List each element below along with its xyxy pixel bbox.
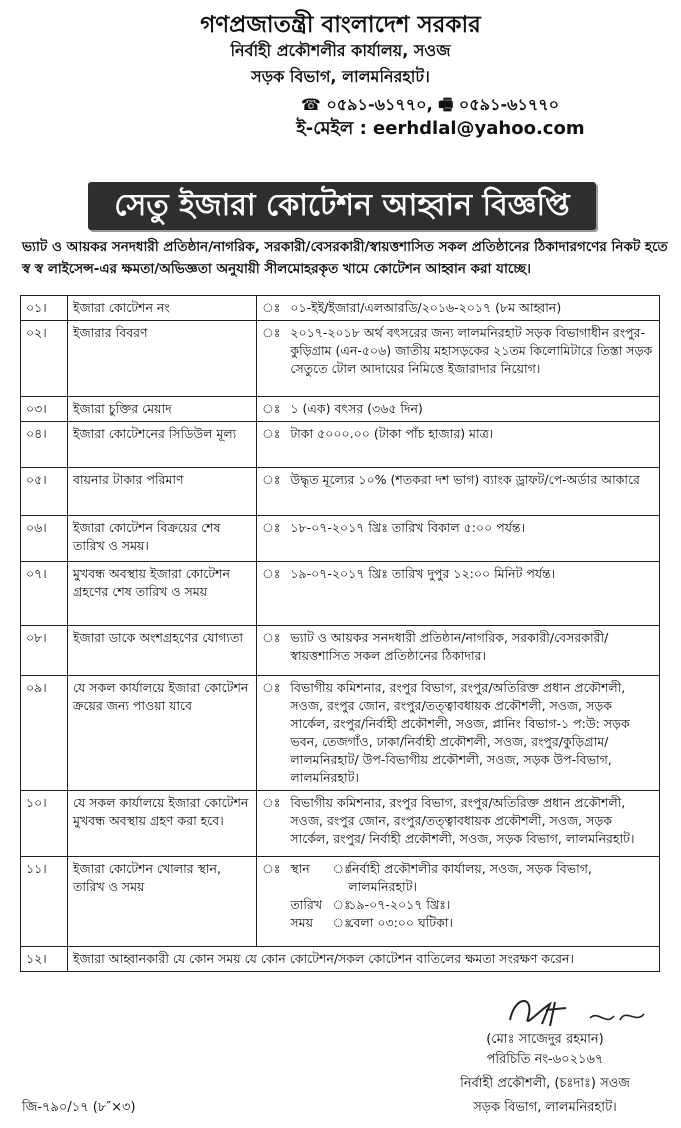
row-value: ১ (এক) বৎসর (৩৬৫ দিন) <box>285 397 659 422</box>
table-row <box>21 791 660 857</box>
intro-paragraph: ভ্যাট ও আয়কর সনদধারী প্রতিষ্ঠান/নাগরিক, সরকারী/বেসরকারী/স্বায়ত্তশাসিত সকল প্রতিষ্ঠানের ঠিকাদারগণের নিকট হতে স্ব স্ব লাইসেন্স-এর ক্ষমতা/অভিজ্ঞতা অনুযায়ী সীলমোহরকৃত খামে কোটেশন আহ্বান করা যাচ্ছে। <box>22 239 668 277</box>
row-number: ০৮। <box>21 626 68 676</box>
row-label: যে সকল কার্যালয়ে ইজারা কোটেশন মুখবন্ধ অবস্থায় গ্রহণ করা হবে। <box>68 791 257 857</box>
notice-table <box>20 295 660 972</box>
row-label: যে সকল কার্যালয়ে ইজারা কোটেশন ক্রয়ের জন্য পাওয়া যাবে <box>68 676 257 791</box>
row-colon: ঃ <box>257 422 286 468</box>
signatory-name: (মোঃ সাজেদুর রহমান) <box>486 1032 604 1047</box>
opening-date <box>290 896 654 914</box>
time-key: সময় <box>290 915 313 930</box>
table-row <box>21 626 660 676</box>
row-colon: ঃ <box>257 857 286 947</box>
signatory-title: নির্বাহী প্রকৌশলী, (চঃদাঃ) সওজ <box>460 1076 630 1091</box>
table-row <box>21 516 660 562</box>
row-number: ০৯। <box>21 676 68 791</box>
row-colon: ঃ <box>257 468 286 516</box>
row-number: ০২। <box>21 321 68 397</box>
row-label: ইজারা কোটেশনের সিডিউল মূল্য <box>68 422 257 468</box>
office-division: সড়ক বিভাগ, লালমনিরহাট। <box>251 67 430 86</box>
row-value: ০১-ইই/ইজারা/এলআরডি/২০১৬-২০১৭ (৮ম আহ্বান) <box>285 296 659 321</box>
row-number: ০৭। <box>21 562 68 626</box>
row-colon: ঃ <box>257 516 286 562</box>
row-number: ০৪। <box>21 422 68 468</box>
table-row <box>21 562 660 626</box>
row-label: ইজারা চুক্তির মেয়াদ <box>68 397 257 422</box>
row-value: বিভাগীয় কমিশনার, রংপুর বিভাগ, রংপুর/অতিরিক্ত প্রধান প্রকৌশলী, সওজ, রংপুর জোন, রংপুর/তত্ত্বাবধায়ক প্রকৌশলী, সওজ, সড়ক সার্কেল, রংপুর/নির্বাহী প্রকৌশলী, সওজ, প্লানিং বিভাগ-১ প:উ: সড়ক ভবন, তেজগাঁও, ঢাকা/নির্বাহী প্রকৌশলী, সওজ, রংপুর/কুড়িগ্রাম/ লালমনিরহাট/ উপ-বিভাগীয় প্রকৌশলী, সওজ, সড়ক উপ-বিভাগ, লালমনিরহাট। <box>285 676 659 791</box>
row-value: উদ্ধৃত মূল্যের ১০% (শতকরা দশ ভাগ) ব্যাংক ড্রাফট/পে-অর্ডার আকারে <box>285 468 659 516</box>
row-number: ০৫। <box>21 468 68 516</box>
opening-place <box>290 860 654 896</box>
phone-fax: ☎ ০৫৯১-৬১৭৭০, 🖷 ০৫৯১-৬১৭৭০ <box>300 95 560 114</box>
row-label: ইজারা কোটেশন নং <box>68 296 257 321</box>
table-row <box>21 422 660 468</box>
row-colon: ঃ <box>257 296 286 321</box>
row-number: ০৬। <box>21 516 68 562</box>
gov-title: গণপ্রজাতন্ত্রী বাংলাদেশ সরকার <box>200 12 481 38</box>
row-label: ইজারার বিবরণ <box>68 321 257 397</box>
row-colon: ঃ <box>257 321 286 397</box>
opening-time <box>290 914 654 932</box>
row-colon: ঃ <box>257 676 286 791</box>
row-value: টাকা ৫০০০.০০ (টাকা পাঁচ হাজার) মাত্র। <box>285 422 659 468</box>
place-key: স্থান <box>290 861 310 876</box>
row-value: ১৯-০৭-২০১৭ খ্রিঃ তারিখ দুপুর ১২:০০ মিনিট পর্যন্ত। <box>285 562 659 626</box>
row-label: ইজারা কোটেশন বিক্রয়ের শেষ তারিখ ও সময়। <box>68 516 257 562</box>
table-row <box>21 397 660 422</box>
date-key: তারিখ <box>290 897 323 912</box>
table-row <box>21 468 660 516</box>
row-value: ভ্যাট ও আয়কর সনদধারী প্রতিষ্ঠান/নাগরিক, সরকারী/বেসরকারী/ স্বায়ত্তশাসিত সকল প্রতিষ্ঠানের ঠিকাদার। <box>285 626 659 676</box>
row-value: ইজারা আহ্বানকারী যে কোন সময় যে কোন কোটেশন/সকল কোটেশন বাতিলের ক্ষমতা সংরক্ষণ করেন। <box>68 947 660 972</box>
date-colon: ঃ <box>332 897 351 912</box>
row-number: ১০। <box>21 791 68 857</box>
row-colon: ঃ <box>257 562 286 626</box>
table-row <box>21 947 660 972</box>
row-label: মুখবন্ধ অবস্থায় ইজারা কোটেশন গ্রহণের শেষ তারিখ ও সময় <box>68 562 257 626</box>
row-value: ১৮-০৭-২০১৭ খ্রিঃ তারিখ বিকাল ৫:০০ পর্যন্ত। <box>285 516 659 562</box>
table-row <box>21 321 660 397</box>
row-label: ইজারা কোটেশন খোলার স্থান, তারিখ ও সময় <box>68 857 257 947</box>
row-value: ২০১৭-২০১৮ অর্থ বৎসরের জন্য লালমনিরহাট সড়ক বিভাগাধীন রংপুর-কুড়িগ্রাম (এন-৫০৬) জাতীয় মহাসড়কের ২১তম কিলোমিটারে তিস্তা সড়ক সেতুতে টোল আদায়ের নিমিত্তে ইজারাদার নিয়োগ। <box>285 321 659 397</box>
row-number: ০৩। <box>21 397 68 422</box>
office-name: নির্বাহী প্রকৌশলীর কার্যালয়, সওজ <box>230 41 451 60</box>
row-label: ইজারা ডাকে অংশগ্রহণের যোগ্যতা <box>68 626 257 676</box>
row-label: বায়নার টাকার পরিমাণ <box>68 468 257 516</box>
table-row <box>21 676 660 791</box>
row-value: বিভাগীয় কমিশনার, রংপুর বিভাগ, রংপুর/অতিরিক্ত প্রধান প্রকৌশলী, সওজ, রংপুর জোন, রংপুর/তত্ত্বাবধায়ক প্রকৌশলী, সওজ, সড়ক সার্কেল, রংপুর/ নির্বাহী প্রকৌশলী, সওজ, সড়ক বিভাগ, লালমনিরহাট। <box>285 791 659 857</box>
row-colon: ঃ <box>257 397 286 422</box>
place-value: নির্বাহী প্রকৌশলীর কার্যালয়, সওজ, সড়ক বিভাগ, লালমনিরহাট। <box>348 861 592 894</box>
time-colon: ঃ <box>332 915 351 930</box>
row-value <box>285 857 659 947</box>
signatory-office: সড়ক বিভাগ, লালমনিরহাট। <box>473 1100 617 1115</box>
time-value: বেলা ০৩:০০ ঘটিকা। <box>348 915 453 930</box>
notice-title-banner: সেতু ইজারা কোটেশন আহ্বান বিজ্ঞপ্তি <box>88 182 596 230</box>
signatory-id: পরিচিতি নং-৬০২১৬৭ <box>486 1052 604 1067</box>
row-number: ১২। <box>21 947 68 972</box>
place-colon: ঃ <box>332 861 351 876</box>
date-value: ১৯-০৭-২০১৭ খ্রিঃ। <box>348 897 451 912</box>
row-number: ১১। <box>21 857 68 947</box>
table-row <box>21 296 660 321</box>
publication-reference: জি-৭৯০/১৭ (৮″×৩) <box>22 1100 136 1115</box>
row-colon: ঃ <box>257 791 286 857</box>
email-line: ই-মেইল : eerhdlal@yahoo.com <box>296 118 585 139</box>
row-colon: ঃ <box>257 626 286 676</box>
table-row <box>21 857 660 947</box>
row-number: ০১। <box>21 296 68 321</box>
